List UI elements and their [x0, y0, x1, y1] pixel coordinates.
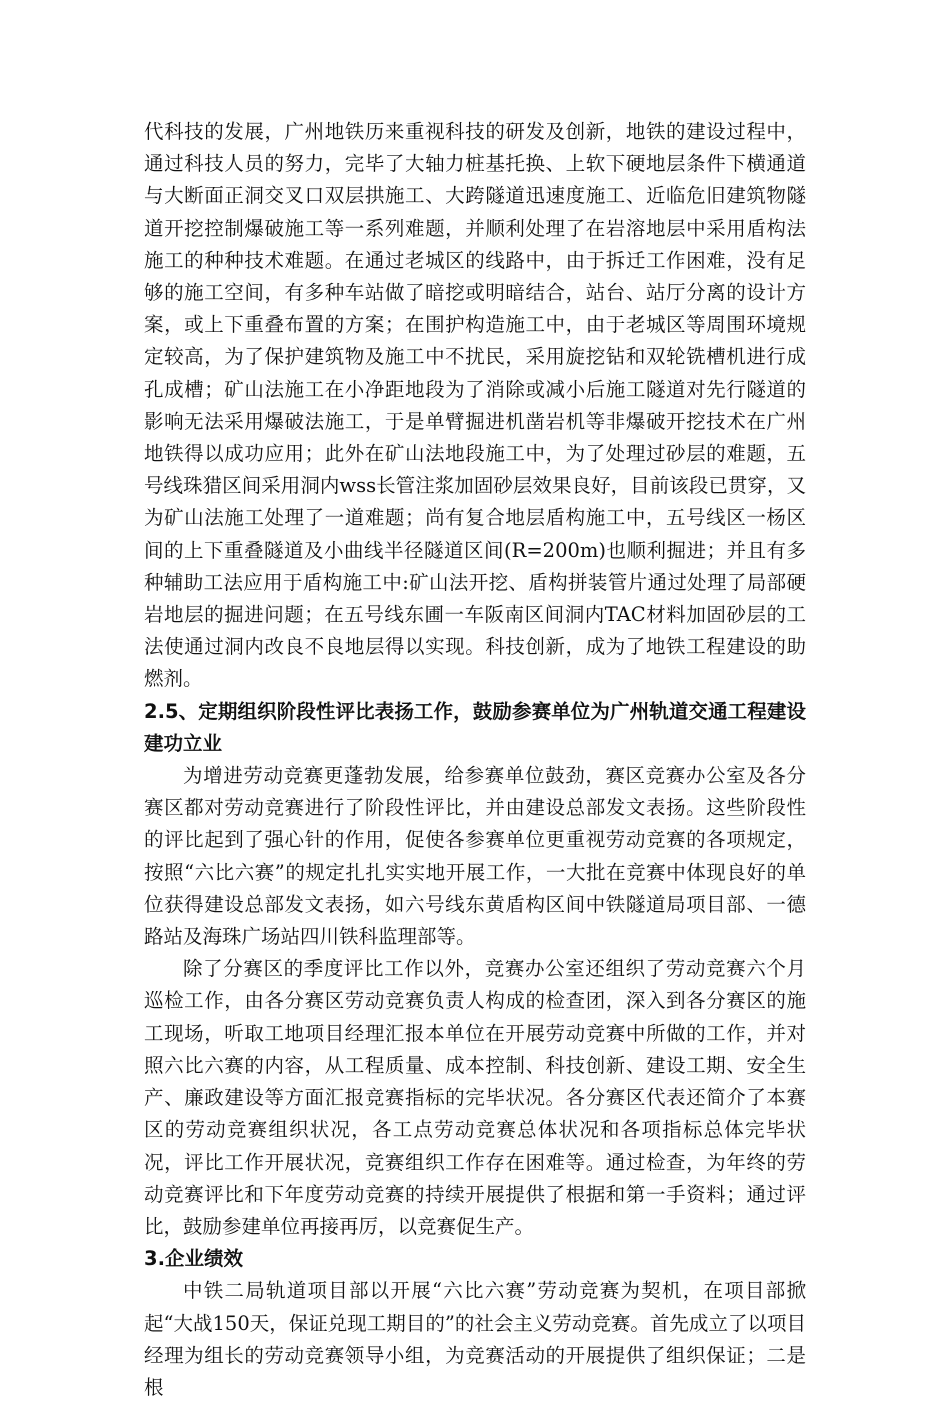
- section-heading-2-5: 2.5、定期组织阶段性评比表扬工作，鼓励参赛单位为广州轨道交通工程建设建功立业: [144, 699, 806, 755]
- paragraph-tech-innovation: 代科技的发展，广州地铁历来重视科技的研发及创新，地铁的建设过程中，通过科技人员的努力，完毕了大轴力桩基托换、上软下硬地层条件下横通道与大断面正洞交叉口双层拱施工、大跨隧道迅速度施工、近临危旧建筑物隧道开挖控制爆破施工等一系列难题，并顺利处理了在岩溶地层中采用盾构法施工的种种技术难题。在通过老城区的线路中，由于拆迁工作困难，没有足够的施工空间，有多种车站做了暗挖或明暗结合，站台、站厅分离的设计方案，或上下重叠布置的方案；在围护构造施工中，由于老城区等周围环境规定较高，为了保护建筑物及施工中不扰民，采用旋挖钻和双轮铣槽机进行成孔成槽；矿山法施工在小净距地段为了消除或减小后施工隧道对先行隧道的影响无法采用爆破法施工，于是单臂掘进机凿岩机等非爆破开挖技术在广州地铁得以成功应用；此外在矿山法地段施工中，为了处理过砂层的难题，五号线珠猎区间采用洞内wss长管注浆加固砂层效果良好，目前该段已贯穿，又为矿山法施工处理了一道难题；尚有复合地层盾构施工中，五号线区一杨区间的上下重叠隧道及小曲线半径隧道区间(R=200m)也顺利掘进；并且有多种辅助工法应用于盾构施工中:矿山法开挖、盾构拼装管片通过处理了局部硬岩地层的掘进问题；在五号线东圃一车阪南区间洞内TAC材料加固砂层的工法使通过洞内改良不良地层得以实现。科技创新，成为了地铁工程建设的助燃剂。: [144, 120, 806, 691]
- paragraph-inspection: 除了分赛区的季度评比工作以外，竞赛办公室还组织了劳动竞赛六个月巡检工作，由各分赛区劳动竞赛负责人构成的检查团，深入到各分赛区的施工现场，听取工地项目经理汇报本单位在开展劳动竞赛中所做的工作，并对照六比六赛的内容，从工程质量、成本控制、科技创新、建设工期、安全生产、廉政建设等方面汇报竞赛指标的完毕状况。各分赛区代表还简介了本赛区的劳动竞赛组织状况，各工点劳动竞赛总体状况和各项指标总体完毕状况，评比工作开展状况，竞赛组织工作存在困难等。通过检查，为年终的劳动竞赛评比和下年度劳动竞赛的持续开展提供了根据和第一手资料；通过评比，鼓励参建单位再接再厉，以竞赛促生产。: [144, 957, 806, 1238]
- paragraph-stage-evaluation: 为增进劳动竞赛更蓬勃发展，给参赛单位鼓劲，赛区竞赛办公室及各分赛区都对劳动竞赛进行了阶段性评比，并由建设总部发文表扬。这些阶段性的评比起到了强心针的作用，促使各参赛单位更重视劳动竞赛的各项规定，按照“六比六赛”的规定扎扎实实地开展工作，一大批在竞赛中体现良好的单位获得建设总部发文表扬，如六号线东黄盾构区间中铁隧道局项目部、一德路站及海珠广场站四川铁科监理部等。: [144, 764, 806, 949]
- paragraph-enterprise-performance: 中铁二局轨道项目部以开展“六比六赛”劳动竞赛为契机，在项目部掀起“大战150天，保证兑现工期目的”的社会主义劳动竞赛。首先成立了以项目经理为组长的劳动竞赛领导小组，为竞赛活动的开展提供了组织保证；二是根: [144, 1279, 806, 1399]
- document-page: [144, 116, 806, 1404]
- section-heading-3: 3.企业绩效: [144, 1247, 243, 1271]
